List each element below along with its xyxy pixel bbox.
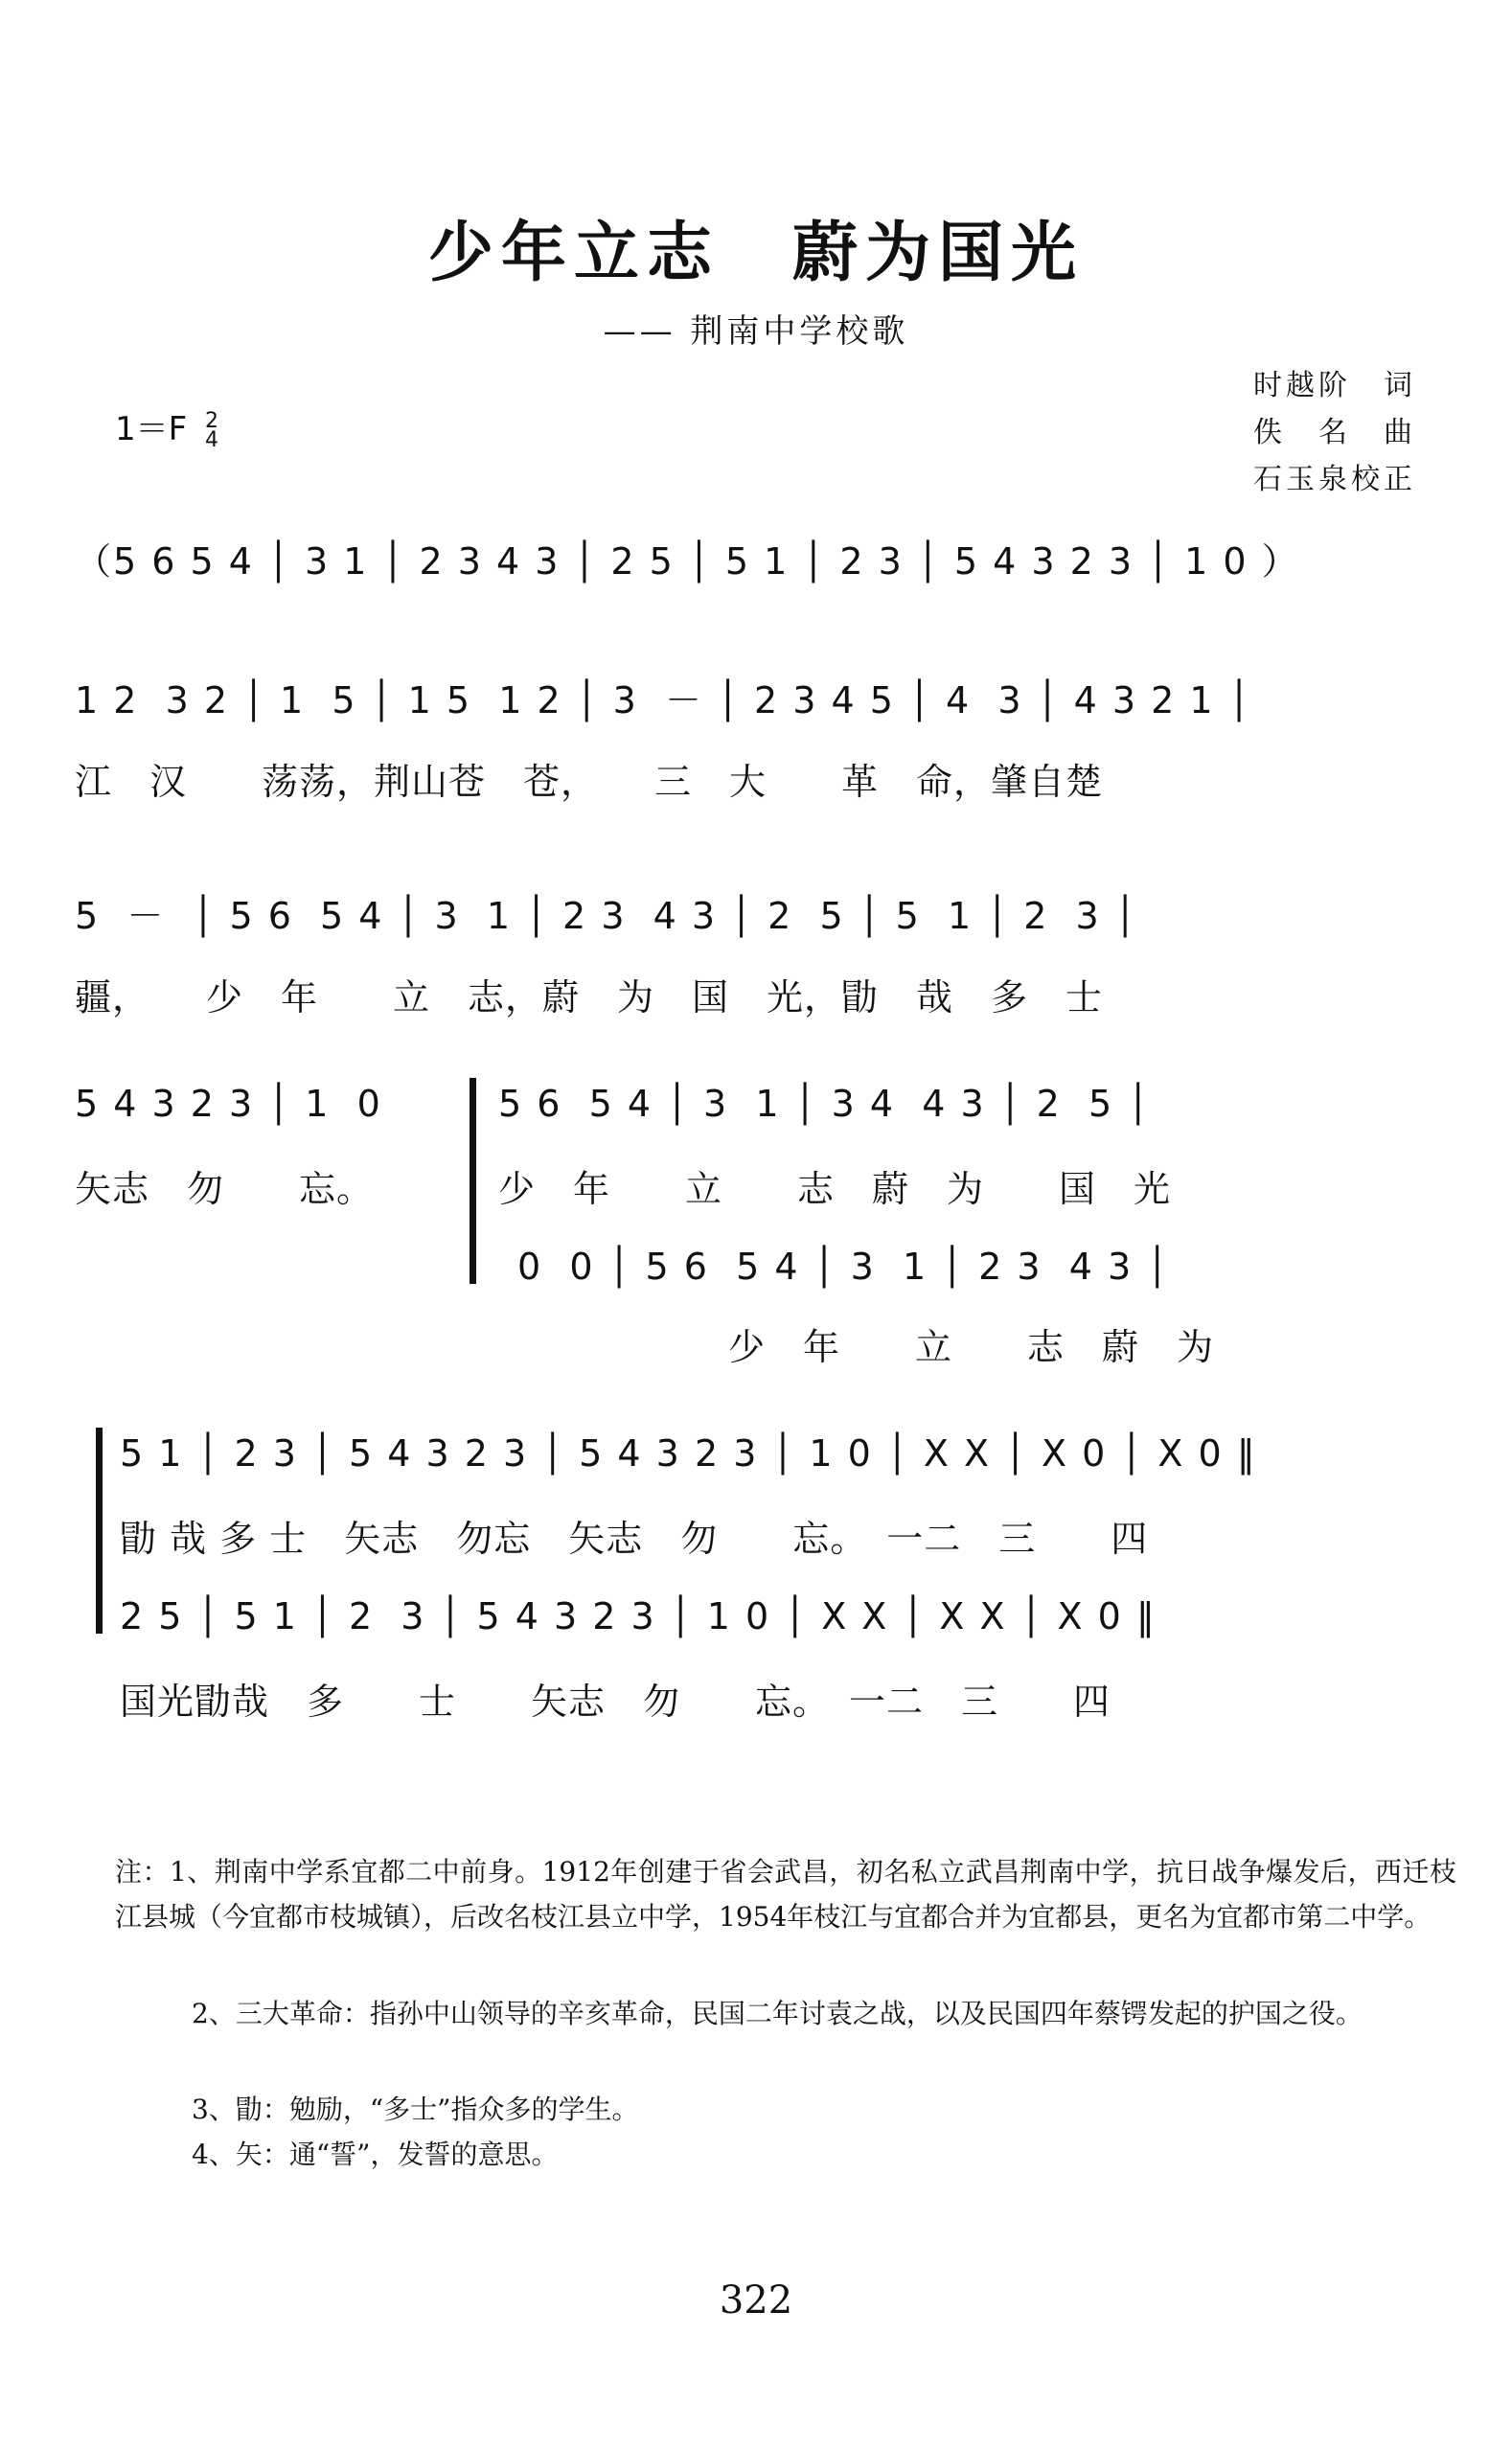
row5-lyrics: 国光勖哉 多 士 矢志 勿 忘。 一二 三 四 — [120, 1681, 1111, 1723]
page-number: 322 — [719, 2278, 793, 2323]
row4-lyrics: 勖 哉 多 士 矢志 勿忘 矢志 勿 忘。 一二 三 四 — [120, 1518, 1149, 1560]
row3b-lyrics: 少 年 立 志 蔚 为 — [728, 1326, 1215, 1368]
row1-notes: 1 2 3 2 │ 1 5 │ 1 5 1 2 │ 3 － │ 2 3 4 5 │ 4 3 │ 4 3 2 1 │ — [75, 679, 1252, 721]
meter-bottom: 4 — [205, 427, 219, 452]
composer-credit: 佚 名 曲 — [1253, 416, 1416, 449]
footnote-4: 4、矢：通“誓”，发誓的意思。 — [192, 2139, 559, 2170]
footnote-1: 注：1、荆南中学系宜都二中前身。1912年创建于省会武昌，初名私立武昌荆南中学，抗日战争爆发后，西迁枝江县城（今宜都市枝城镇），后改名枝江县立中学，1954年枝江与宜都合并为宜都县，更名为宜都市第二中学。 — [115, 1856, 1456, 1933]
score-brace-2 — [96, 1428, 103, 1634]
row3-lyrics-a: 矢志 勿 忘。 — [75, 1168, 375, 1210]
time-signature — [205, 408, 219, 452]
key-signature — [115, 402, 218, 450]
row5-notes: 2 5 │ 5 1 │ 2 3 │ 5 4 3 2 3 │ 1 0 │ X X │ X X │ X 0 ‖ — [120, 1595, 1157, 1637]
row3-notes-a: 5 4 3 2 3 │ 1 0 — [75, 1083, 382, 1125]
row1-lyrics: 江 汉 荡荡，荆山苍 苍， 三 大 革 命，肇自楚 — [75, 761, 1104, 803]
page-title: 少年立志 蔚为国光 — [427, 215, 1084, 291]
row3-lyrics-b: 少 年 立 志 蔚 为 国 光 — [498, 1168, 1172, 1210]
key-label: 1＝F — [115, 410, 188, 448]
footnote-3: 3、勖：勉励，“多士”指众多的学生。 — [192, 2094, 639, 2125]
row2-lyrics: 疆， 少 年 立 志，蔚 为 国 光，勖 哉 多 士 — [75, 976, 1104, 1019]
row2-notes: 5 － │ 5 6 5 4 │ 3 1 │ 2 3 4 3 │ 2 5 │ 5 1 │ 2 3 │ — [75, 895, 1138, 937]
row3-notes-b: 5 6 5 4 │ 3 1 │ 3 4 4 3 │ 2 5 │ — [498, 1083, 1152, 1125]
footnote-2: 2、三大革命：指孙中山领导的辛亥革命，民国二年讨袁之战，以及民国四年蔡锷发起的护国之役。 — [192, 1998, 1363, 2029]
row4-notes: 5 1 │ 2 3 │ 5 4 3 2 3 │ 5 4 3 2 3 │ 1 0 │ X X │ X 0 │ X 0 ‖ — [120, 1432, 1257, 1475]
row3b-notes: 0 0 │ 5 6 5 4 │ 3 1 │ 2 3 4 3 │ — [517, 1246, 1171, 1288]
credits — [1253, 362, 1416, 503]
intro-notes: （5 6 5 4 │ 3 1 │ 2 3 4 3 │ 2 5 │ 5 1 │ 2 3 │ 5 4 3 2 3 │ 1 0 ） — [75, 540, 1300, 583]
subtitle: —— 荆南中学校歌 — [603, 312, 909, 351]
score-brace-1 — [470, 1078, 476, 1284]
lyricist-credit: 时越阶 词 — [1253, 369, 1416, 402]
editor-credit: 石玉泉校正 — [1253, 463, 1416, 496]
meter-top: 2 — [205, 408, 219, 433]
